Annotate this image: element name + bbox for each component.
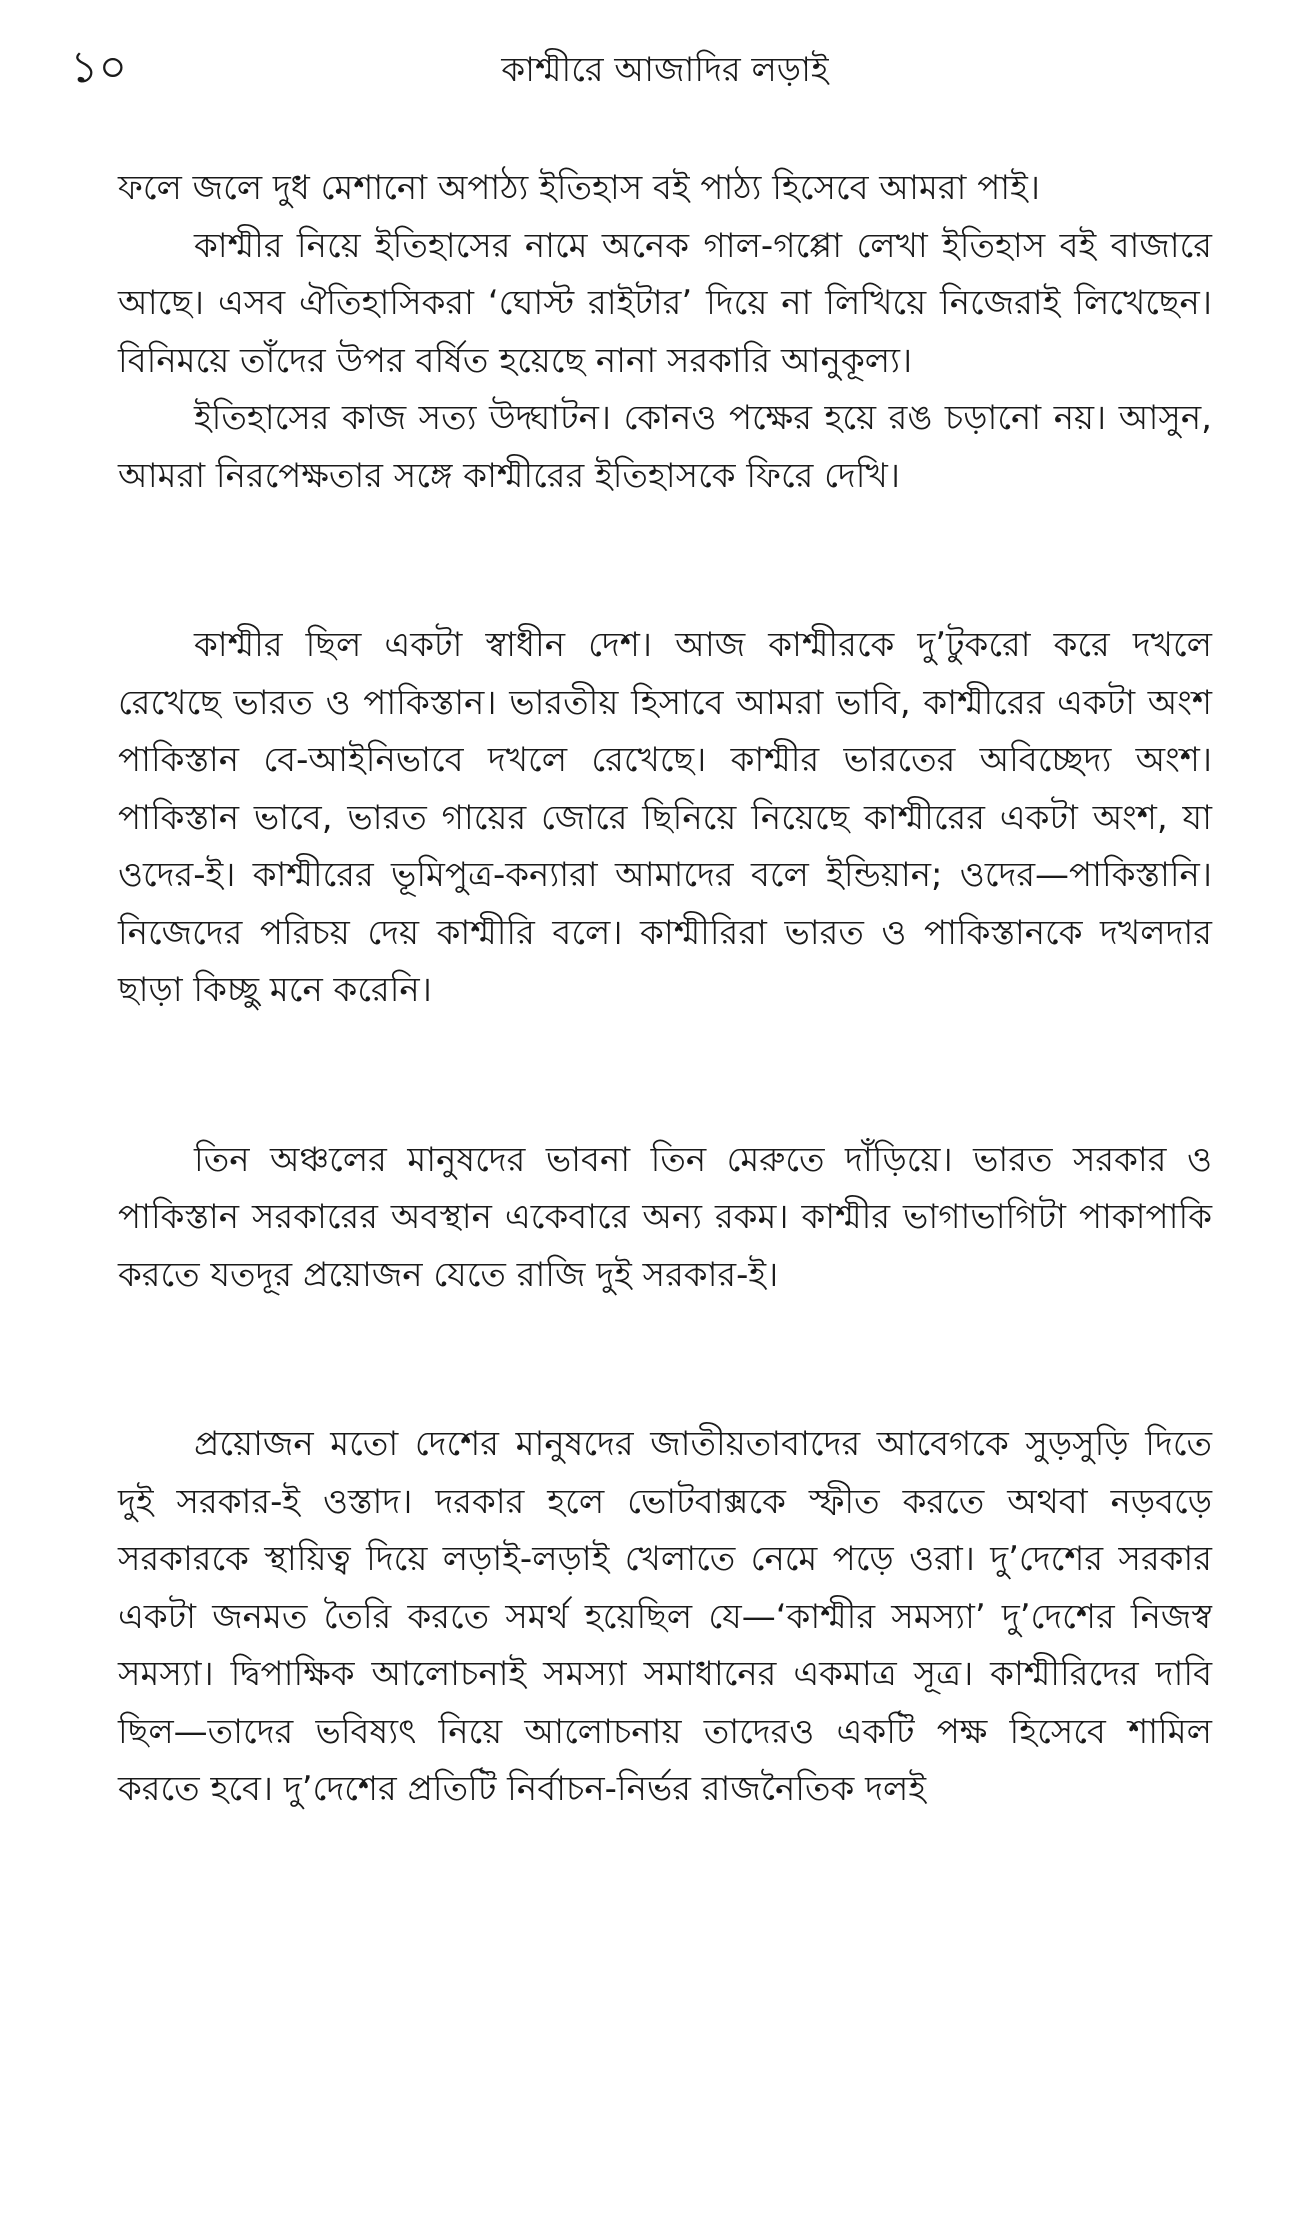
paragraph: কাশ্মীর ছিল একটা স্বাধীন দেশ। আজ কাশ্মীরকে দু’টুকরো করে দখলে রেখেছে ভারত ও পাকিস্তান। ভারতীয় হিসাবে আমরা ভাবি, কাশ্মীরের একটা অংশ পাকিস্তান বে-আইনিভাবে দখলে রেখেছে। কাশ্মীর ভারতের অবিচ্ছেদ্য অংশ। পাকিস্তান ভাবে, ভারত গায়ের জোরে ছিনিয়ে নিয়েছে কাশ্মীরের একটা অংশ, যা ওদের-ই। কাশ্মীরের ভূমিপুত্র-কন্যারা আমাদের বলে ইন্ডিয়ান; ওদের—পাকিস্তানি। নিজেদের পরিচয় দেয় কাশ্মীরি বলে। কাশ্মীরিরা ভারত ও পাকিস্তানকে দখলদার ছাড়া কিচ্ছু মনে করেনি। <box>118 625 1212 1010</box>
running-header <box>70 38 1212 108</box>
paragraph: তিন অঞ্চলের মানুষদের ভাবনা তিন মেরুতে দাঁড়িয়ে। ভারত সরকার ও পাকিস্তান সরকারের অবস্থান একেবারে অন্য রকম। কাশ্মীর ভাগাভাগিটা পাকাপাকি করতে যতদূর প্রয়োজন যেতে রাজি দুই সরকার-ই। <box>118 1139 1212 1295</box>
page-number: ১০ <box>70 42 128 93</box>
paragraph-continuation: ফলে জলে দুধ মেশানো অপাঠ্য ইতিহাস বই পাঠ্য হিসেবে আমরা পাই। <box>118 168 1040 208</box>
body-text <box>118 160 1212 1819</box>
paragraph: কাশ্মীর নিয়ে ইতিহাসের নামে অনেক গাল-গপ্পো লেখা ইতিহাস বই বাজারে আছে। এসব ঐতিহাসিকরা ‘ঘোস্ট রাইটার’ দিয়ে না লিখিয়ে নিজেরাই লিখেছেন। বিনিময়ে তাঁদের উপর বর্ষিত হয়েছে নানা সরকারি আনুকূল্য। <box>118 225 1212 381</box>
book-title: কাশ্মীরে আজাদির লড়াই <box>501 50 829 90</box>
paragraph: প্রয়োজন মতো দেশের মানুষদের জাতীয়তাবাদের আবেগকে সুড়সুড়ি দিতে দুই সরকার-ই ওস্তাদ। দরকার হলে ভোটবাক্সকে স্ফীত করতে অথবা নড়বড়ে সরকারকে স্থায়িত্ব দিয়ে লড়াই-লড়াই খেলাতে নেমে পড়ে ওরা। দু’দেশের সরকার একটা জনমত তৈরি করতে সমর্থ হয়েছিল যে—‘কাশ্মীর সমস্যা’ দু’দেশের নিজস্ব সমস্যা। দ্বিপাক্ষিক আলোচনাই সমস্যা সমাধানের একমাত্র সূত্র। কাশ্মীরিদের দাবি ছিল—তাদের ভবিষ্যৎ নিয়ে আলোচনায় তাদেরও একটি পক্ষ হিসেবে শামিল করতে হবে। দু’দেশের প্রতিটি নির্বাচন-নির্ভর রাজনৈতিক দলই <box>118 1424 1212 1809</box>
paragraph: ইতিহাসের কাজ সত্য উদ্ঘাটন। কোনও পক্ষের হয়ে রঙ চড়ানো নয়। আসুন, আমরা নিরপেক্ষতার সঙ্গে কাশ্মীরের ইতিহাসকে ফিরে দেখি। <box>118 398 1212 496</box>
